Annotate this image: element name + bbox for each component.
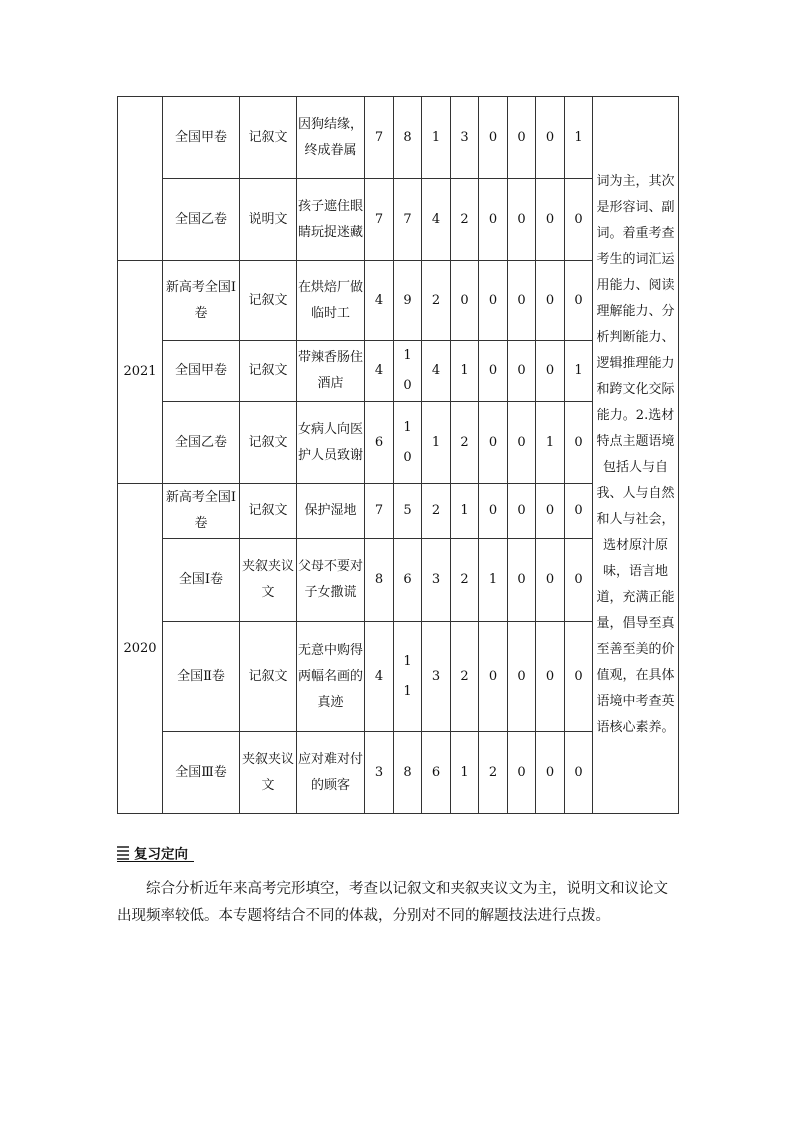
genre-cell: 说明文 — [240, 179, 297, 261]
num-cell: 0 — [536, 97, 565, 179]
paper-cell: 新高考全国Ⅰ卷 — [163, 261, 240, 341]
num-cell: 0 — [536, 341, 565, 402]
num-cell: 0 — [508, 341, 536, 402]
num-cell: 2 — [451, 402, 479, 484]
section-heading — [117, 842, 188, 862]
genre-cell: 记叙文 — [240, 341, 297, 402]
num-cell: 3 — [422, 539, 451, 622]
num-cell: 0 — [508, 484, 536, 539]
num-cell: 4 — [365, 622, 394, 732]
num-cell: 0 — [508, 539, 536, 622]
exam-analysis-table — [117, 96, 679, 814]
num-cell: 0 — [536, 484, 565, 539]
num-cell: 0 — [508, 97, 536, 179]
num-cell: 1 — [451, 484, 479, 539]
num-cell: 0 — [536, 261, 565, 341]
title-cell: 因狗结缘，终成眷属 — [297, 97, 365, 179]
section-marker-icon — [117, 846, 129, 860]
num-cell: 1 0 — [394, 341, 422, 402]
num-cell: 0 — [508, 179, 536, 261]
genre-cell: 夹叙夹议文 — [240, 732, 297, 814]
paper-cell: 全国甲卷 — [163, 341, 240, 402]
num-cell: 1 — [422, 402, 451, 484]
num-cell: 0 — [508, 261, 536, 341]
year-cell: 2020 — [118, 484, 163, 814]
num-cell: 0 — [479, 179, 508, 261]
paper-cell: 全国Ⅱ卷 — [163, 622, 240, 732]
title-cell: 应对难对付的顾客 — [297, 732, 365, 814]
heading-underline — [117, 861, 194, 862]
section-paragraph: 综合分析近年来高考完形填空，考查以记叙文和夹叙夹议文为主，说明文和议论文出现频率较低。本专题将结合不同的体裁，分别对不同的解题技法进行点拨。 — [117, 881, 668, 924]
paper-cell: 全国乙卷 — [163, 402, 240, 484]
num-cell: 9 — [394, 261, 422, 341]
num-cell: 4 — [422, 179, 451, 261]
num-cell: 1 — [479, 539, 508, 622]
num-cell: 7 — [365, 484, 394, 539]
paper-cell: 新高考全国Ⅰ卷 — [163, 484, 240, 539]
num-cell: 2 — [422, 261, 451, 341]
num-cell: 6 — [365, 402, 394, 484]
num-cell: 1 — [565, 97, 593, 179]
title-cell: 女病人向医护人员致谢 — [297, 402, 365, 484]
genre-cell: 记叙文 — [240, 484, 297, 539]
section-heading-label: 复习定向 — [134, 846, 188, 863]
num-cell: 0 — [536, 539, 565, 622]
num-cell: 3 — [451, 97, 479, 179]
num-cell: 0 — [565, 402, 593, 484]
num-cell: 0 — [479, 402, 508, 484]
num-cell: 6 — [422, 732, 451, 814]
num-cell: 8 — [394, 732, 422, 814]
paper-cell: 全国乙卷 — [163, 179, 240, 261]
genre-cell: 记叙文 — [240, 97, 297, 179]
num-cell: 3 — [365, 732, 394, 814]
paper-cell: 全国Ⅰ卷 — [163, 539, 240, 622]
num-cell: 5 — [394, 484, 422, 539]
num-cell: 1 — [565, 341, 593, 402]
num-cell: 0 — [479, 97, 508, 179]
num-cell: 1 — [451, 732, 479, 814]
num-cell: 0 — [565, 179, 593, 261]
genre-cell: 记叙文 — [240, 622, 297, 732]
title-cell: 无意中购得两幅名画的真迹 — [297, 622, 365, 732]
num-cell: 0 — [565, 732, 593, 814]
num-cell: 4 — [365, 341, 394, 402]
num-cell: 0 — [536, 732, 565, 814]
num-cell: 2 — [451, 179, 479, 261]
num-cell: 2 — [422, 484, 451, 539]
num-cell: 1 — [422, 97, 451, 179]
num-cell: 3 — [422, 622, 451, 732]
num-cell: 0 — [508, 402, 536, 484]
num-cell: 0 — [536, 622, 565, 732]
genre-cell: 记叙文 — [240, 402, 297, 484]
paper-cell: 全国甲卷 — [163, 97, 240, 179]
num-cell: 0 — [536, 179, 565, 261]
num-cell: 0 — [565, 539, 593, 622]
num-cell: 2 — [479, 732, 508, 814]
num-cell: 0 — [508, 622, 536, 732]
year-cell: 2021 — [118, 261, 163, 484]
num-cell: 0 — [565, 261, 593, 341]
num-cell: 7 — [365, 179, 394, 261]
table-row — [118, 97, 679, 179]
num-cell: 8 — [394, 97, 422, 179]
num-cell: 2 — [451, 622, 479, 732]
num-cell: 1 1 — [394, 622, 422, 732]
num-cell: 0 — [451, 261, 479, 341]
num-cell: 0 — [565, 622, 593, 732]
title-cell: 带辣香肠住酒店 — [297, 341, 365, 402]
paper-cell: 全国Ⅲ卷 — [163, 732, 240, 814]
year-cell-empty — [118, 97, 163, 261]
num-cell: 0 — [508, 732, 536, 814]
title-cell: 在烘焙厂做临时工 — [297, 261, 365, 341]
num-cell: 1 0 — [394, 402, 422, 484]
notes-cell: 词为主，其次是形容词、副词。着重考查考生的词汇运用能力、阅读理解能力、分析判断能力、逻辑推理能力和跨文化交际能力。2.选材特点主题语境包括人与自我、人与自然和人与社会，选材原汁原味，语言地道，充满正能量，倡导至真至善至美的价值观，在具体语境中考查英语核心素养。 — [593, 97, 679, 814]
num-cell: 6 — [394, 539, 422, 622]
num-cell: 1 — [536, 402, 565, 484]
title-cell: 父母不要对子女撒谎 — [297, 539, 365, 622]
num-cell: 2 — [451, 539, 479, 622]
num-cell: 8 — [365, 539, 394, 622]
num-cell: 1 — [451, 341, 479, 402]
num-cell: 4 — [422, 341, 451, 402]
num-cell: 7 — [394, 179, 422, 261]
num-cell: 0 — [479, 261, 508, 341]
genre-cell: 夹叙夹议文 — [240, 539, 297, 622]
title-cell: 孩子遮住眼睛玩捉迷藏 — [297, 179, 365, 261]
num-cell: 0 — [479, 341, 508, 402]
title-cell: 保护湿地 — [297, 484, 365, 539]
genre-cell: 记叙文 — [240, 261, 297, 341]
num-cell: 0 — [479, 622, 508, 732]
num-cell: 4 — [365, 261, 394, 341]
num-cell: 0 — [479, 484, 508, 539]
num-cell: 0 — [565, 484, 593, 539]
num-cell: 7 — [365, 97, 394, 179]
